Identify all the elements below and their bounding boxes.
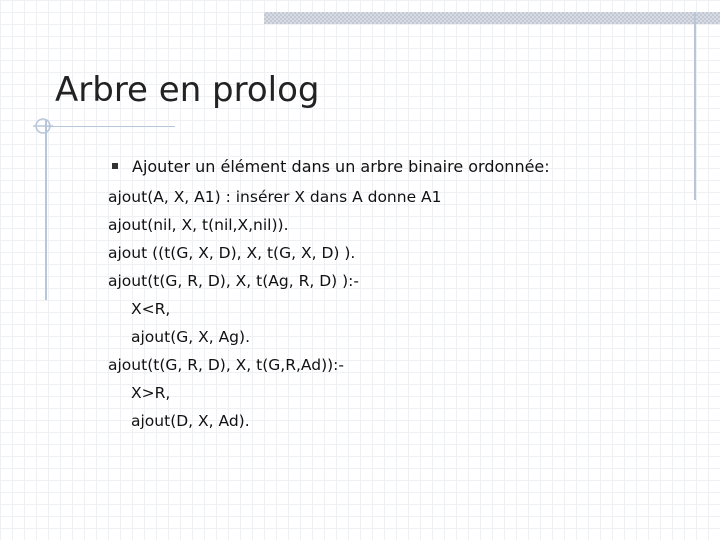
decorative-vertical-rule: [694, 12, 696, 200]
decorative-band: [264, 12, 720, 24]
code-line: ajout(D, X, Ad).: [131, 412, 250, 430]
code-line: ajout(G, X, Ag).: [131, 328, 250, 346]
prolog-code: [108, 183, 442, 435]
code-line: X>R,: [131, 384, 171, 402]
code-line: X<R,: [131, 300, 171, 318]
decorative-left-rule: [45, 120, 47, 300]
crosshair-icon: [33, 116, 53, 136]
slide-title: Arbre en prolog: [55, 70, 320, 110]
code-line: ajout(A, X, A1) : insérer X dans A donne A1: [108, 188, 442, 206]
code-line: ajout(t(G, R, D), X, t(G,R,Ad)):-: [108, 356, 344, 374]
code-line: ajout(nil, X, t(nil,X,nil)).: [108, 216, 289, 234]
bullet-marker: [112, 163, 118, 169]
title-underline: [45, 126, 175, 127]
code-line: ajout(t(G, R, D), X, t(Ag, R, D) ):-: [108, 272, 359, 290]
bullet-item: [112, 154, 550, 178]
code-line: ajout ((t(G, X, D), X, t(G, X, D) ).: [108, 244, 356, 262]
bullet-text: Ajouter un élément dans un arbre binaire ordonnée:: [132, 156, 550, 176]
